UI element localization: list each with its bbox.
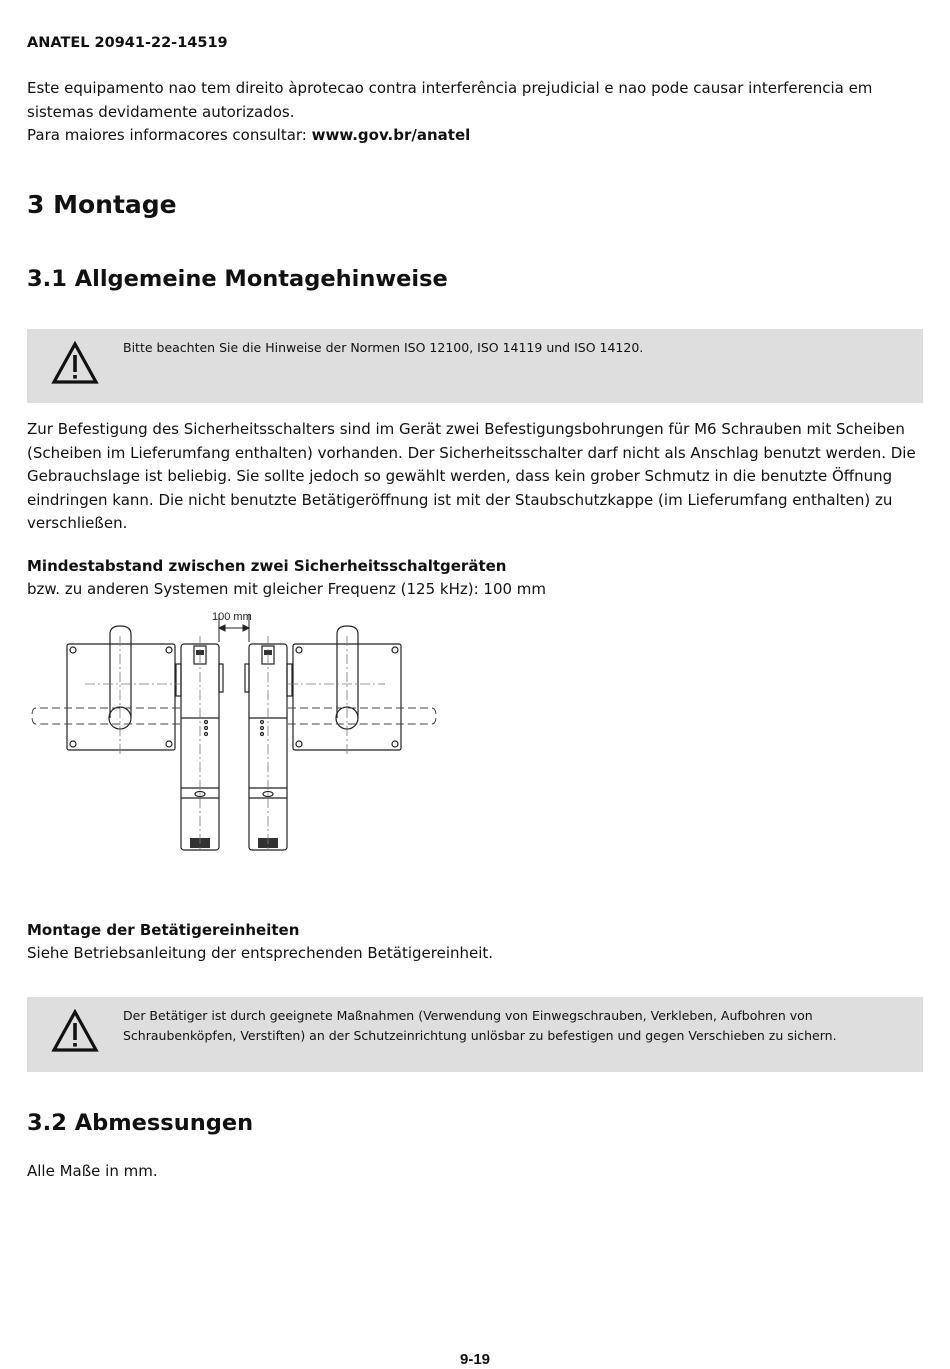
warning-icon	[51, 341, 99, 385]
min-distance-figure	[30, 606, 440, 852]
section-3-1-heading: 3.1 Allgemeine Montagehinweise	[27, 266, 448, 292]
actuator-text: Siehe Betriebsanleitung der entsprechenden Betätigereinheit.	[27, 944, 494, 962]
anatel-notice-prefix: Para maiores informacores consultar:	[27, 126, 312, 144]
section-3-2-heading: 3.2 Abmessungen	[27, 1110, 254, 1136]
min-distance-text: bzw. zu anderen Systemen mit gleicher Frequenz (125 kHz): 100 mm	[27, 580, 547, 598]
anatel-id: ANATEL 20941-22-14519	[27, 35, 228, 51]
warning-note-iso	[27, 329, 923, 403]
warning-icon	[51, 1009, 99, 1053]
anatel-link[interactable]: www.gov.br/anatel	[311, 126, 471, 144]
dimensions-note: Alle Maße in mm.	[27, 1162, 158, 1180]
anatel-notice	[27, 77, 927, 148]
warning-note-actuator-text: Der Betätiger ist durch geeignete Maßnahmen (Verwendung von Einwegschrauben, Verkleben, Aufbohren von Schraubenköpfen, Verstiften) an der Schutzeinrichtung unlösbar zu befestigen und gegen Verschieben zu sichern.	[123, 1008, 837, 1043]
actuator-title: Montage der Betätigereinheiten	[27, 921, 300, 939]
warning-note-actuator	[27, 997, 923, 1072]
anatel-notice-line1: Este equipamento nao tem direito àprotecao contra interferência prejudicial e nao pode causar interferencia em sistemas devidamente autorizados.	[27, 79, 873, 121]
section-3-heading: 3 Montage	[27, 190, 177, 219]
page-number: 9-19	[459, 1351, 491, 1368]
mounting-paragraph: Zur Befestigung des Sicherheitsschalters sind im Gerät zwei Befestigungsbohrungen für M6 Schrauben mit Scheiben (Scheiben im Lieferumfang enthalten) vorhanden. Der Sicherheitsschalter darf nicht als Anschlag benutzt werden. Die Gebrauchslage ist beliebig. Sie sollte jedoch so gewählt werden, dass kein grober Schmutz in die benutzte Öffnung eindringen kann. Die nicht benutzte Betätigeröffnung ist mit der Staubschutzkappe (im Lieferumfang enthalten) zu verschließen.	[27, 420, 916, 532]
min-distance-title: Mindestabstand zwischen zwei Sicherheitsschaltgeräten	[27, 557, 507, 575]
figure-label-100mm: 100 mm	[212, 611, 252, 623]
warning-note-iso-text: Bitte beachten Sie die Hinweise der Normen ISO 12100, ISO 14119 und ISO 14120.	[123, 340, 644, 355]
anatel-notice-line2	[27, 124, 927, 148]
